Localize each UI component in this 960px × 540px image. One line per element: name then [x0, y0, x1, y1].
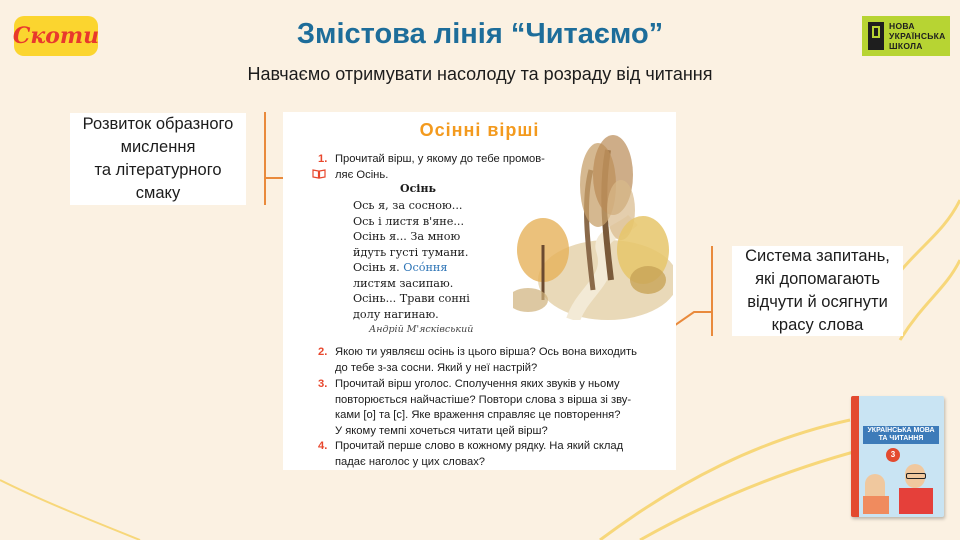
- cover-title-line-2: ТА ЧИТАННЯ: [878, 435, 924, 442]
- poem: [353, 182, 470, 322]
- cover-spine: [851, 396, 859, 517]
- poem-highlight-word: Осóння: [403, 261, 448, 274]
- cover-child-boy-body: [899, 488, 933, 514]
- task-3-number: 3.: [318, 378, 328, 390]
- task-4-number: 4.: [318, 440, 328, 452]
- cover-child-girl-body: [863, 496, 889, 514]
- poem-line-1: Ось я, за сосною...: [353, 199, 463, 212]
- poem-line-2: Ось і листя в'яне...: [353, 214, 465, 228]
- slide-subtitle: Навчаємо отримувати насолоду та розраду від читання: [247, 64, 713, 84]
- task-2: [318, 345, 637, 376]
- cover-grade-badge: 3: [886, 448, 900, 462]
- cover-title-line-1: УКРАЇНСЬКА МОВА: [867, 427, 935, 434]
- callout-left-line-4: смаку: [135, 184, 181, 202]
- poem-line-3: Осінь я... За мною: [353, 230, 461, 243]
- nus-logo-line-3: ШКОЛА: [889, 41, 923, 51]
- task-2-number: 2.: [318, 346, 328, 358]
- page-heading: Осінні вірші: [419, 120, 540, 140]
- task-3-line-4: У якому темпі хочеться читати цей вірш?: [335, 424, 548, 437]
- publisher-logo-text: Скоти: [12, 23, 100, 49]
- task-4-line-1: Прочитай перше слово в кожному рядку. На який склад: [335, 440, 624, 452]
- callout-right-line-1: Система запитань,: [745, 247, 890, 265]
- task-2-line-2: до тебе з-за сосни. Який у неї настрій?: [335, 361, 538, 374]
- callout-right-line-4: красу слова: [771, 316, 864, 334]
- textbook-page: [283, 112, 676, 470]
- cover-title: [863, 426, 939, 444]
- poem-line-8: долу нагинаю.: [353, 307, 439, 321]
- slide-title: Змістова лінія “Читаємо”: [296, 18, 664, 50]
- task-1: [318, 152, 545, 183]
- cover-glasses-icon: [906, 473, 926, 479]
- nus-logo-line-1: НОВА: [889, 21, 915, 31]
- task-1-number: 1.: [318, 153, 328, 165]
- task-4: [318, 439, 623, 470]
- poem-line-7: Осінь... Трави сонні: [353, 292, 470, 305]
- callout-left-line-3: та літературного: [94, 161, 222, 179]
- poem-line-5-start: Осінь я.: [353, 261, 404, 274]
- task-1-line-2: ляє Осінь.: [335, 168, 389, 181]
- textbook-cover-image: [851, 396, 944, 517]
- poem-line-6: листям засипаю.: [353, 276, 454, 290]
- callout-question-system: [732, 246, 903, 336]
- poem-line-4: йдуть густі тумани.: [353, 245, 469, 259]
- book-icon: [312, 169, 326, 179]
- task-3-line-1: Прочитай вірш уголос. Сполучення яких звуків у ньому: [335, 378, 620, 390]
- task-3: [318, 377, 631, 439]
- task-3-line-2: повторюється найчастіше? Повтори слова з вірша зі зву-: [335, 393, 632, 406]
- poem-line-5: [353, 260, 470, 276]
- callout-imaginative-thinking: [70, 113, 246, 205]
- callout-left-line-1: Розвиток образного: [82, 115, 234, 133]
- task-2-line-1: Якою ти уявляєш осінь із цього вірша? Ось вона виходить: [335, 346, 637, 358]
- poem-author: Андрій М'ясківський: [369, 324, 474, 335]
- nus-logo-line-2: УКРАЇНСЬКА: [889, 31, 946, 41]
- callout-left-line-2: мислення: [120, 138, 196, 156]
- poem-title: Осінь: [400, 182, 436, 195]
- task-3-line-3: ками [о] та [с]. Яке враження справляє це повторення?: [335, 409, 621, 421]
- task-4-line-2: падає наголос у цих словах?: [335, 455, 486, 468]
- callout-right-line-3: відчути й осягнути: [747, 293, 888, 311]
- task-1-line-1: Прочитай вірш, у якому до тебе промов-: [335, 153, 545, 165]
- callout-right-line-2: які допомагають: [755, 270, 880, 288]
